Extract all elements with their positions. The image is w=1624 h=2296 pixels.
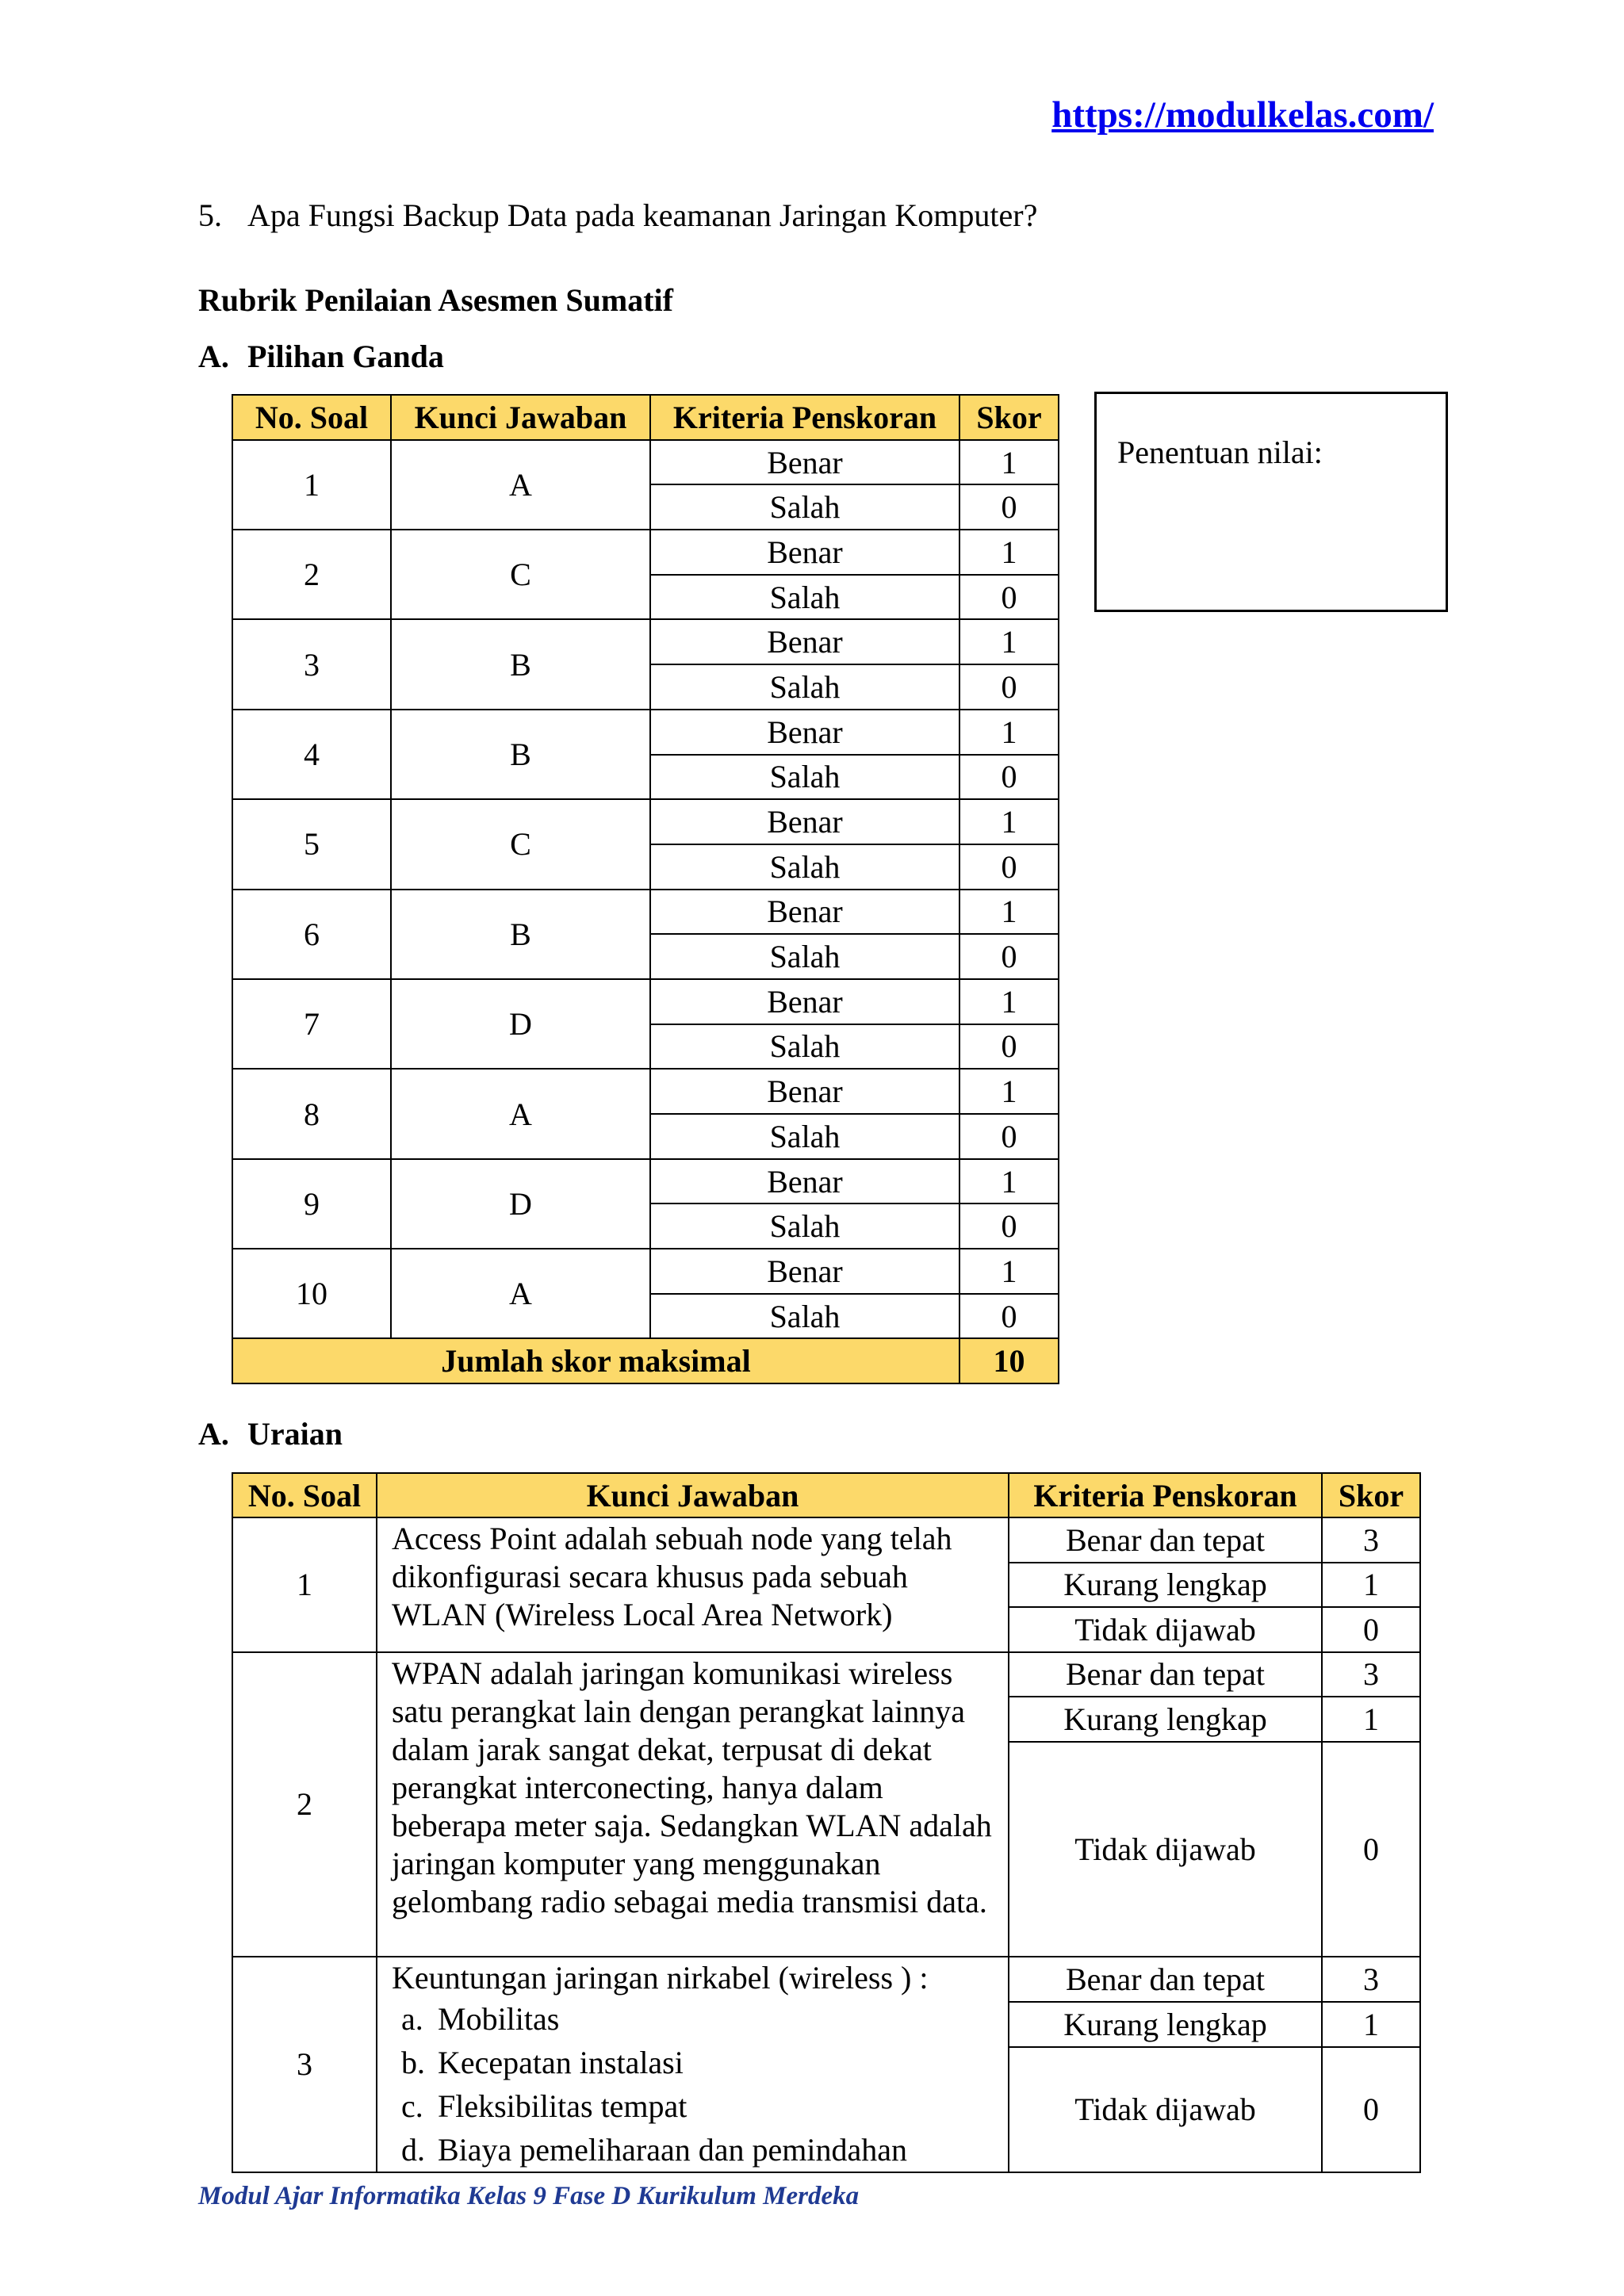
row-score: 0 bbox=[959, 844, 1059, 890]
row-score: 1 bbox=[959, 890, 1059, 935]
row-key: B bbox=[391, 710, 650, 799]
row-score: 1 bbox=[959, 799, 1059, 844]
header-no-soal: No. Soal bbox=[232, 395, 391, 440]
total-label: Jumlah skor maksimal bbox=[232, 1338, 959, 1383]
row-criteria: Tidak dijawab bbox=[1009, 1607, 1322, 1652]
pilihan-ganda-table bbox=[232, 394, 1059, 1384]
row-score: 0 bbox=[1322, 1607, 1420, 1652]
section-letter: A. bbox=[198, 1416, 229, 1452]
question-number: 5. bbox=[198, 197, 222, 233]
header-skor: Skor bbox=[1322, 1473, 1420, 1517]
total-row bbox=[232, 1338, 1059, 1383]
uraian-table bbox=[232, 1472, 1421, 2173]
row-score: 0 bbox=[1322, 1742, 1420, 1957]
table-row bbox=[232, 530, 1059, 575]
row-score: 1 bbox=[959, 619, 1059, 664]
row-criteria: Salah bbox=[650, 1294, 959, 1339]
section-letter: A. bbox=[198, 339, 229, 374]
row-criteria: Salah bbox=[650, 484, 959, 530]
row-score: 0 bbox=[959, 755, 1059, 800]
row-criteria: Salah bbox=[650, 664, 959, 710]
row-criteria: Benar dan tepat bbox=[1009, 1957, 1322, 2002]
row-criteria: Benar bbox=[650, 1069, 959, 1114]
row-criteria: Tidak dijawab bbox=[1009, 1742, 1322, 1957]
table-row bbox=[232, 710, 1059, 755]
header-skor: Skor bbox=[959, 395, 1059, 440]
row-no: 7 bbox=[232, 979, 391, 1069]
row-criteria: Benar dan tepat bbox=[1009, 1652, 1322, 1697]
row-score: 1 bbox=[959, 1069, 1059, 1114]
table-row bbox=[232, 979, 1059, 1024]
header-kriteria-penskoran: Kriteria Penskoran bbox=[650, 395, 959, 440]
row-score: 0 bbox=[959, 484, 1059, 530]
row-score: 1 bbox=[959, 440, 1059, 485]
list-item bbox=[392, 2041, 1000, 2084]
row-score: 0 bbox=[959, 1294, 1059, 1339]
row-score: 1 bbox=[1322, 2002, 1420, 2047]
row-no: 9 bbox=[232, 1159, 391, 1249]
row-no: 3 bbox=[232, 1957, 377, 2172]
row-no: 5 bbox=[232, 799, 391, 889]
row-score: 1 bbox=[959, 979, 1059, 1024]
section-heading-pilihan-ganda bbox=[198, 338, 444, 375]
row-score: 1 bbox=[959, 1249, 1059, 1294]
list-item bbox=[392, 2084, 1000, 2128]
penentuan-nilai-label: Penentuan nilai: bbox=[1117, 434, 1323, 470]
row-criteria: Benar bbox=[650, 890, 959, 935]
header-kunci-jawaban: Kunci Jawaban bbox=[391, 395, 650, 440]
row-criteria: Salah bbox=[650, 1203, 959, 1249]
answer-list bbox=[392, 1997, 1000, 2172]
row-key: A bbox=[391, 440, 650, 530]
row-criteria: Benar bbox=[650, 799, 959, 844]
row-score: 0 bbox=[959, 1203, 1059, 1249]
row-criteria: Benar bbox=[650, 1159, 959, 1204]
row-score: 0 bbox=[959, 664, 1059, 710]
row-criteria: Salah bbox=[650, 1024, 959, 1070]
table-row bbox=[232, 1249, 1059, 1294]
table-row bbox=[232, 1652, 1420, 1697]
pilihan-ganda-body bbox=[232, 440, 1059, 1339]
list-item bbox=[392, 2128, 1000, 2172]
header-kriteria-penskoran: Kriteria Penskoran bbox=[1009, 1473, 1322, 1517]
row-criteria: Kurang lengkap bbox=[1009, 1563, 1322, 1608]
row-no: 2 bbox=[232, 530, 391, 619]
table-row bbox=[232, 1957, 1420, 2002]
row-score: 3 bbox=[1322, 1957, 1420, 2002]
row-score: 0 bbox=[959, 1024, 1059, 1070]
row-key: C bbox=[391, 530, 650, 619]
section-title: Uraian bbox=[247, 1416, 343, 1452]
row-key: D bbox=[391, 979, 650, 1069]
table-row bbox=[232, 1069, 1059, 1114]
question-5 bbox=[198, 197, 1037, 234]
row-score: 1 bbox=[1322, 1697, 1420, 1742]
header-url-link[interactable]: https://modulkelas.com/ bbox=[1051, 94, 1434, 136]
table-header-row bbox=[232, 1473, 1420, 1517]
row-criteria: Salah bbox=[650, 1114, 959, 1159]
list-letter: c. bbox=[401, 2087, 423, 2124]
header-kunci-jawaban: Kunci Jawaban bbox=[377, 1473, 1009, 1517]
row-no: 6 bbox=[232, 890, 391, 979]
row-score: 1 bbox=[959, 710, 1059, 755]
table-row bbox=[232, 1159, 1059, 1204]
header-no-soal: No. Soal bbox=[232, 1473, 377, 1517]
row-key: B bbox=[391, 619, 650, 709]
answer-intro: Keuntungan jaringan nirkabel (wireless ) : bbox=[392, 1959, 929, 1996]
row-criteria: Kurang lengkap bbox=[1009, 2002, 1322, 2047]
row-key: D bbox=[391, 1159, 650, 1249]
table-row bbox=[232, 799, 1059, 844]
row-no: 10 bbox=[232, 1249, 391, 1338]
list-text: Kecepatan instalasi bbox=[438, 2044, 684, 2080]
question-text: Apa Fungsi Backup Data pada keamanan Jaringan Komputer? bbox=[247, 197, 1038, 233]
row-criteria: Benar bbox=[650, 619, 959, 664]
row-criteria: Benar dan tepat bbox=[1009, 1517, 1322, 1563]
list-letter: d. bbox=[401, 2131, 425, 2168]
row-answer bbox=[377, 1957, 1009, 2172]
row-criteria: Salah bbox=[650, 575, 959, 620]
row-score: 1 bbox=[1322, 1563, 1420, 1608]
row-no: 2 bbox=[232, 1652, 377, 1957]
row-no: 4 bbox=[232, 710, 391, 799]
table-row bbox=[232, 619, 1059, 664]
row-key: A bbox=[391, 1249, 650, 1338]
row-no: 1 bbox=[232, 440, 391, 530]
section-heading-uraian bbox=[198, 1415, 343, 1452]
row-score: 3 bbox=[1322, 1652, 1420, 1697]
row-criteria: Benar bbox=[650, 440, 959, 485]
table-row bbox=[232, 890, 1059, 935]
row-criteria: Benar bbox=[650, 530, 959, 575]
list-letter: a. bbox=[401, 2000, 423, 2037]
row-answer: WPAN adalah jaringan komunikasi wireless satu perangkat lain dengan perangkat lainnya dalam jarak sangat dekat, terpusat di dekat perangkat interconecting, hanya dalam beberapa meter saja. Sedangkan WLAN adalah jaringan komputer yang menggunakan gelombang radio sebagai media transmisi data. bbox=[377, 1652, 1009, 1957]
penentuan-nilai-box bbox=[1094, 392, 1448, 612]
row-criteria: Salah bbox=[650, 844, 959, 890]
row-key: C bbox=[391, 799, 650, 889]
section-title: Pilihan Ganda bbox=[247, 339, 444, 374]
rubric-title: Rubrik Penilaian Asesmen Sumatif bbox=[198, 282, 673, 318]
table-row bbox=[232, 440, 1059, 485]
row-criteria: Tidak dijawab bbox=[1009, 2047, 1322, 2172]
row-no: 3 bbox=[232, 619, 391, 709]
row-key: B bbox=[391, 890, 650, 979]
list-text: Mobilitas bbox=[438, 2000, 560, 2037]
row-score: 1 bbox=[959, 1159, 1059, 1204]
list-item bbox=[392, 1997, 1000, 2041]
row-no: 1 bbox=[232, 1517, 377, 1652]
row-criteria: Benar bbox=[650, 710, 959, 755]
row-score: 0 bbox=[959, 1114, 1059, 1159]
table-header-row bbox=[232, 395, 1059, 440]
table-row bbox=[232, 1517, 1420, 1563]
row-score: 0 bbox=[959, 575, 1059, 620]
footer-text: Modul Ajar Informatika Kelas 9 Fase D Kurikulum Merdeka bbox=[198, 2182, 860, 2210]
list-letter: b. bbox=[401, 2044, 425, 2080]
row-criteria: Kurang lengkap bbox=[1009, 1697, 1322, 1742]
row-criteria: Benar bbox=[650, 979, 959, 1024]
row-score: 1 bbox=[959, 530, 1059, 575]
row-criteria: Salah bbox=[650, 934, 959, 979]
list-text: Fleksibilitas tempat bbox=[438, 2087, 688, 2124]
row-key: A bbox=[391, 1069, 650, 1158]
list-text: Biaya pemeliharaan dan pemindahan bbox=[438, 2131, 907, 2168]
row-score: 0 bbox=[1322, 2047, 1420, 2172]
row-criteria: Benar bbox=[650, 1249, 959, 1294]
row-score: 0 bbox=[959, 934, 1059, 979]
row-answer: Access Point adalah sebuah node yang telah dikonfigurasi secara khusus pada sebuah WLAN (Wireless Local Area Network) bbox=[377, 1517, 1009, 1652]
total-value: 10 bbox=[959, 1338, 1059, 1383]
row-no: 8 bbox=[232, 1069, 391, 1158]
row-criteria: Salah bbox=[650, 755, 959, 800]
row-score: 3 bbox=[1322, 1517, 1420, 1563]
